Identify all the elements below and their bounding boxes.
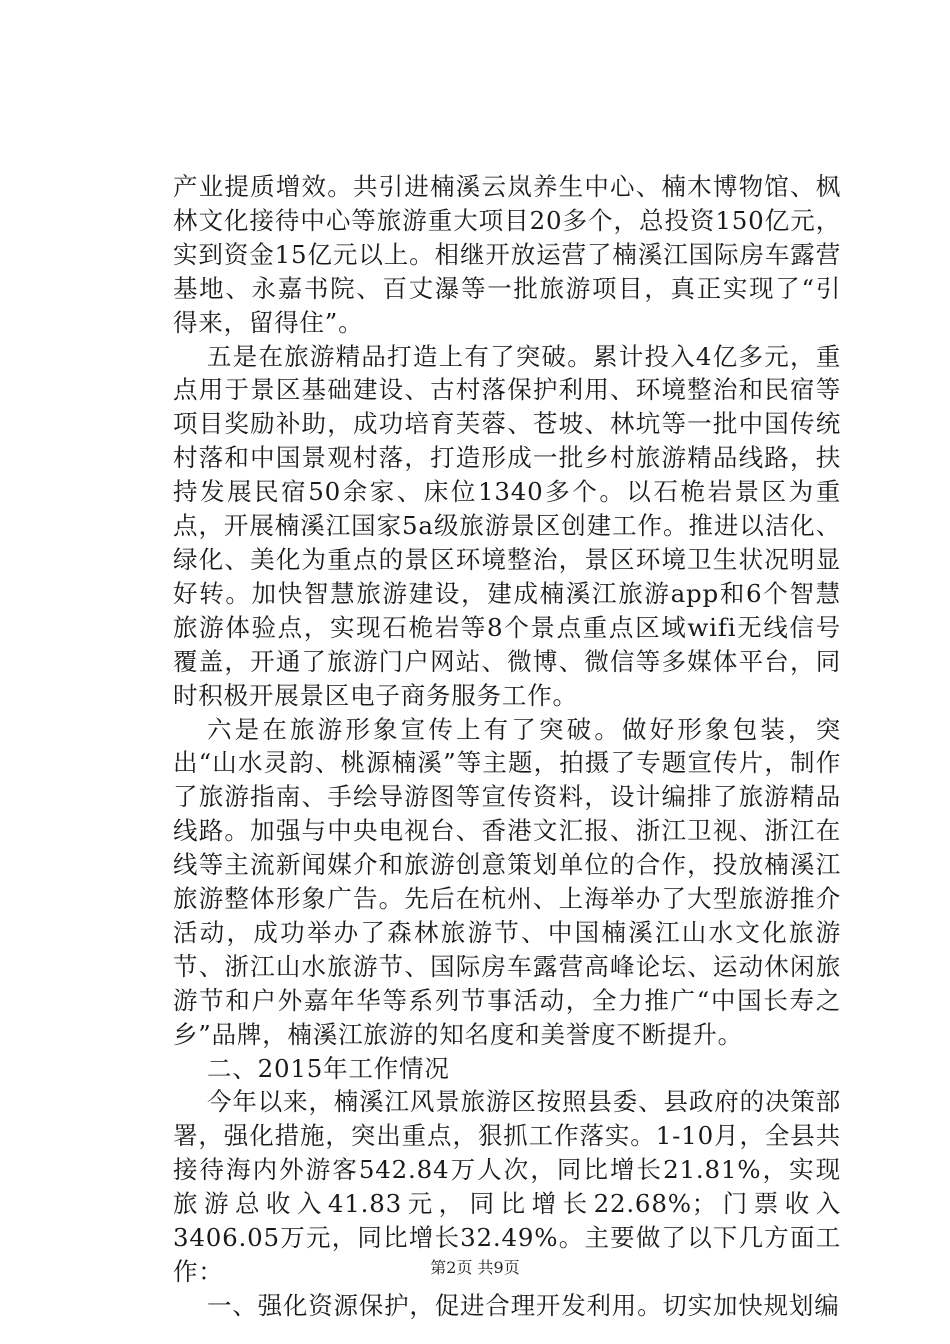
- paragraph-3: 六是在旅游形象宣传上有了突破。做好形象包装，突出“山水灵韵、桃源楠溪”等主题，拍摄了专题宣传片，制作了旅游指南、手绘导游图等宣传资料，设计编排了旅游精品线路。加强与中央电视台、香港文汇报、浙江卫视、浙江在线等主流新闻媒介和旅游创意策划单位的合作，投放楠溪江旅游整体形象广告。先后在杭州、上海举办了大型旅游推介活动，成功举办了森林旅游节、中国楠溪江山水文化旅游节、浙江山水旅游节、国际房车露营高峰论坛、运动休闲旅游节和户外嘉年华等系列节事活动，全力推广“中国长寿之乡”品牌，楠溪江旅游的知名度和美誉度不断提升。: [173, 714, 841, 1049]
- paragraph-4: 今年以来，楠溪江风景旅游区按照县委、县政府的决策部署，强化措施，突出重点，狠抓工作落实。1-10月，全县共接待海内外游客542.84万人次，同比增长21.81%，实现旅游总收入41.83元，同比增长22.68%；门票收入3406.05万元，同比增长32.49%。主要做了以下几方面工作：: [173, 1087, 841, 1286]
- section-heading: 二、2015年工作情况: [207, 1053, 450, 1083]
- paragraph-2: 五是在旅游精品打造上有了突破。累计投入4亿多元，重点用于景区基础建设、古村落保护利用、环境整治和民宿等项目奖励补助，成功培育芙蓉、苍坡、林坑等一批中国传统村落和中国景观村落，打造形成一批乡村旅游精品线路，扶持发展民宿50余家、床位1340多个。以石桅岩景区为重点，开展楠溪江国家5a级旅游景区创建工作。推进以洁化、绿化、美化为重点的景区环境整治，景区环境卫生状况明显好转。加快智慧旅游建设，建成楠溪江旅游app和6个智慧旅游体验点，实现石桅岩等8个景点重点区域wifi无线信号覆盖，开通了旅游门户网站、微博、微信等多媒体平台，同时积极开展景区电子商务服务工作。: [173, 341, 841, 710]
- paragraph-5: 一、强化资源保护，促进合理开发利用。切实加快规划编: [207, 1290, 840, 1320]
- page-number: 第2页 共9页: [430, 1258, 520, 1277]
- page-footer: [0, 1258, 950, 1278]
- document-body: [173, 170, 841, 1323]
- paragraph-1: 产业提质增效。共引进楠溪云岚养生中心、楠木博物馆、枫林文化接待中心等旅游重大项目20多个，总投资150亿元，实到资金15亿元以上。相继开放运营了楠溪江国际房车露营基地、永嘉书院、百丈瀑等一批旅游项目，真正实现了“引得来，留得住”。: [173, 172, 841, 337]
